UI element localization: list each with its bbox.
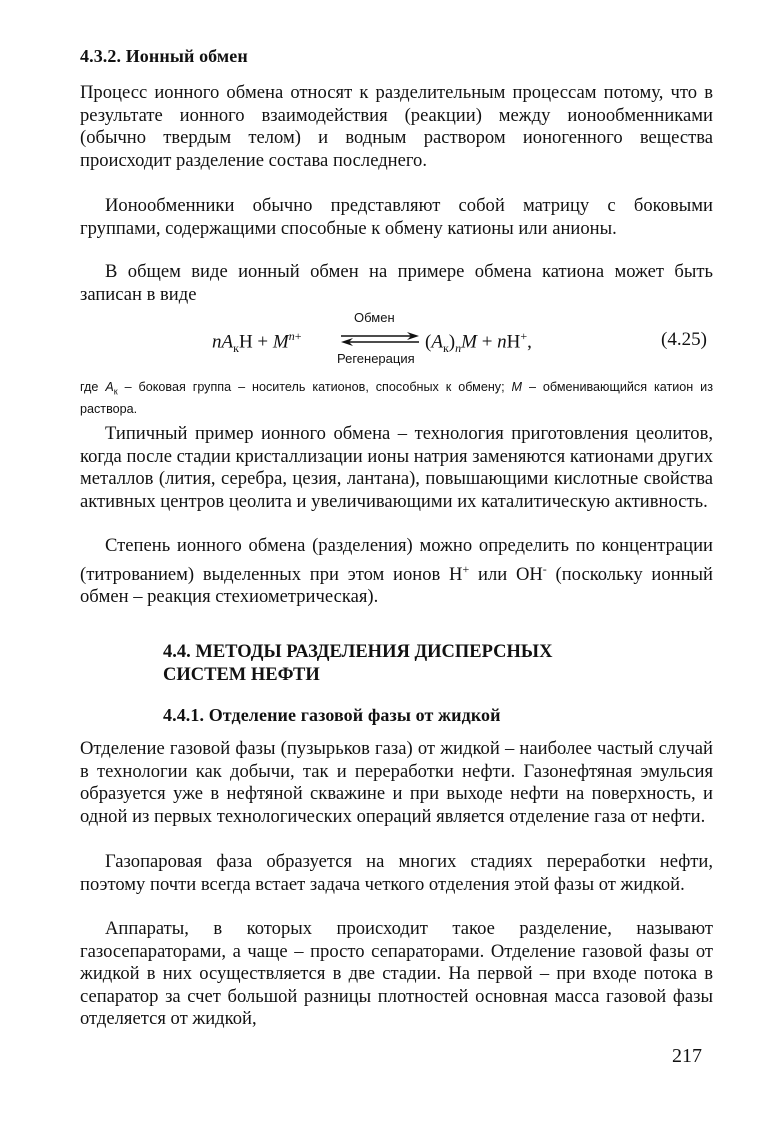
equation-label-regeneration: Регенерация xyxy=(337,351,415,366)
equation-footnote: где $A_к$ – боковая группа – носитель катионов, способных к обмену; M – обменивающийся катион из раствора. xyxy=(80,380,713,416)
paragraph-ion-exchange-intro: Процесс ионного обмена относят к разделительным процессам потому, что в результате ионного взаимодействия (реакции) между ионообменниками (обычно твердым телом) и водным раствором ионогенного вещества происходит разделение состава последнего. xyxy=(80,82,713,171)
equation-label-exchange: Обмен xyxy=(354,310,395,325)
section-title-4-4 xyxy=(163,641,552,687)
paragraph-zeolite-example: Типичный пример ионного обмена – технология приготовления цеолитов, когда после стадии кристаллизации ионы натрия заменяются катионами других металлов (лития, серебра, цезия, лантана), повышающими кислотные свойства активных центров цеолита и увеличивающими их каталитическую активность. xyxy=(80,423,713,512)
paragraph-gas-separation: Отделение газовой фазы (пузырьков газа) от жидкой – наиболее частый случай в технологии как добычи, так и переработки нефти. Газонефтяная эмульсия образуется уже в нефтяной скважине и при выходе нефти на поверхность, и одной из первых технологических операций является отделение газа от нефти. xyxy=(80,738,713,827)
paragraph-gas-vapor-phase: Газопаровая фаза образуется на многих стадиях переработки нефти, поэтому почти всегда встает задача четкого отделения этой фазы от жидкой. xyxy=(80,851,713,895)
section-title-line-1: 4.4. МЕТОДЫ РАЗДЕЛЕНИЯ ДИСПЕРСНЫХ xyxy=(163,642,553,662)
paragraph-ion-exchangers: Ионообменники обычно представляют собой матрицу с боковыми группами, содержащими способные к обмену катионы или анионы. xyxy=(80,195,713,239)
equilibrium-arrows-icon xyxy=(339,331,421,347)
paragraph-general-form: В общем виде ионный обмен на примере обмена катиона может быть записан в виде xyxy=(80,261,713,305)
equation-right-side: $(A_к)_nM + nH^+$, xyxy=(425,329,532,356)
section-heading-4-4-1: 4.4.1. Отделение газовой фазы от жидкой xyxy=(163,705,501,725)
page-number: 217 xyxy=(672,1045,702,1067)
equation-4-25 xyxy=(0,305,764,375)
paragraph-exchange-degree: Степень ионного обмена (разделения) можно определить по концентрации (титрованием) выделенных при этом ионов H+ или OH- (поскольку ионный обмен – реакция стехиометрическая). xyxy=(80,535,713,608)
equation-left-side: $nA_кH + M^{n+}$ xyxy=(212,329,302,356)
section-title-line-2: СИСТЕМ НЕФТИ xyxy=(163,665,320,685)
section-heading-4-3-2: 4.3.2. Ионный обмен xyxy=(80,46,248,66)
paragraph-separators: Аппараты, в которых происходит такое разделение, называют газосепараторами, а чаще – просто сепараторами. Отделение газовой фазы от жидкой в них осуществляется в две стадии. На первой – при входе потока в сепаратор за счет большой разницы плотностей основная масса газовой фазы отделяется от жидкой, xyxy=(80,918,713,1029)
equation-number: (4.25) xyxy=(661,329,707,350)
